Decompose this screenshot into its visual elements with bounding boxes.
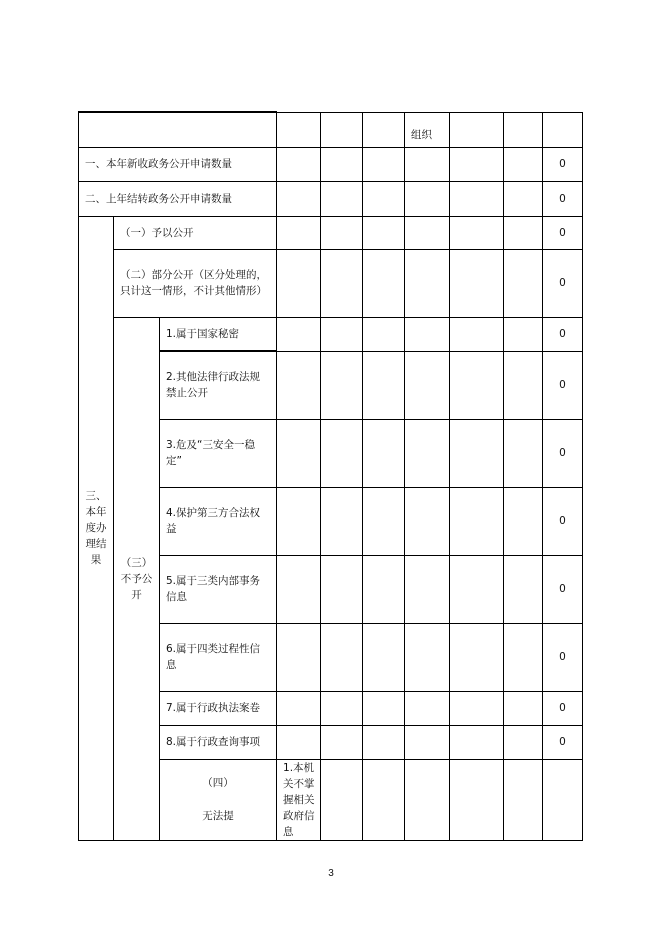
enforcement-value: 0 <box>543 691 583 725</box>
table-cell <box>450 725 504 759</box>
table-cell <box>363 725 405 759</box>
table-cell <box>321 317 363 351</box>
result-group-line: 三、 <box>85 490 107 502</box>
table-cell <box>277 249 321 317</box>
table-cell <box>277 351 321 419</box>
internal-affairs-label-line: 5.属于三类内部事务 <box>166 575 261 587</box>
table-cell <box>321 147 363 181</box>
carried-over-label: 二、上年结转政务公开申请数量 <box>85 192 232 205</box>
table-cell <box>450 419 504 487</box>
table-cell <box>363 249 405 317</box>
table-cell <box>504 249 543 317</box>
table-cell <box>450 759 504 840</box>
table-cell <box>321 419 363 487</box>
table-cell <box>363 351 405 419</box>
row-label <box>160 317 277 351</box>
table-cell <box>405 691 450 725</box>
table-cell <box>450 351 504 419</box>
unable-group-line: （四） <box>202 776 234 789</box>
table-cell <box>450 147 504 181</box>
result-group-line: 理结 <box>85 538 107 550</box>
table-cell <box>450 216 504 249</box>
third-party-label-line: 益 <box>166 523 177 535</box>
partial-label-line: （二）部分公开（区分处理的， <box>120 269 267 281</box>
row-label <box>79 147 277 181</box>
table-cell <box>450 623 504 691</box>
table-cell <box>321 691 363 725</box>
row-label <box>160 351 277 419</box>
row-label <box>160 623 277 691</box>
table-cell <box>277 317 321 351</box>
table-cell <box>504 216 543 249</box>
table-cell <box>321 249 363 317</box>
row-label <box>160 725 277 759</box>
enforcement-label: 7.属于行政执法案卷 <box>166 702 261 714</box>
table-cell <box>363 487 405 555</box>
row-label <box>277 759 321 840</box>
result-group-label <box>79 216 114 840</box>
table-cell <box>363 623 405 691</box>
process-info-label-line: 息 <box>166 659 177 671</box>
row-label <box>160 487 277 555</box>
process-info-value: 0 <box>543 623 583 691</box>
internal-affairs-value: 0 <box>543 555 583 623</box>
page-number: 3 <box>328 868 334 879</box>
table-cell <box>405 249 450 317</box>
new-requests-value: 0 <box>543 147 583 181</box>
table-cell <box>405 725 450 759</box>
header-cell <box>543 112 583 147</box>
table-cell <box>504 419 543 487</box>
table-cell <box>405 351 450 419</box>
table-cell <box>504 725 543 759</box>
other-law-label-line: 禁止公开 <box>166 387 208 400</box>
granted-value: 0 <box>543 216 583 249</box>
table-cell <box>277 147 321 181</box>
table-cell <box>405 216 450 249</box>
table-cell <box>405 181 450 216</box>
table-row <box>79 317 583 351</box>
disclosure-statistics-table <box>78 111 583 841</box>
table-cell <box>363 759 405 840</box>
new-requests-label: 一、本年新收政务公开申请数量 <box>85 158 232 170</box>
table-row <box>79 249 583 317</box>
table-cell <box>277 487 321 555</box>
table-cell <box>277 555 321 623</box>
granted-label: （一）予以公开 <box>120 226 194 239</box>
third-party-label-line: 4.保护第三方合法权 <box>166 507 261 519</box>
table-cell <box>277 419 321 487</box>
table-cell <box>405 555 450 623</box>
table-cell <box>321 759 363 840</box>
carried-over-value: 0 <box>543 181 583 216</box>
table-cell <box>450 487 504 555</box>
table-cell <box>504 623 543 691</box>
table-cell <box>277 725 321 759</box>
table-cell <box>504 147 543 181</box>
three-safety-value: 0 <box>543 419 583 487</box>
state-secret-value: 0 <box>543 317 583 351</box>
other-law-value: 0 <box>543 351 583 419</box>
header-org-cell <box>405 112 450 147</box>
table-cell <box>277 181 321 216</box>
table-cell <box>277 216 321 249</box>
result-group-line: 度办 <box>85 522 107 534</box>
table-row <box>79 147 583 181</box>
header-blank-cell <box>79 112 277 147</box>
header-cell <box>363 112 405 147</box>
header-cell <box>321 112 363 147</box>
no-grasp-label-line: 政府信息 <box>283 809 315 838</box>
table-cell <box>504 181 543 216</box>
table-cell <box>363 419 405 487</box>
not-disclosed-line: 开 <box>131 588 142 601</box>
table-cell <box>405 419 450 487</box>
table-cell <box>504 487 543 555</box>
inquiry-label: 8.属于行政查询事项 <box>166 736 261 748</box>
table-cell <box>405 759 450 840</box>
table-cell <box>363 317 405 351</box>
table-cell <box>504 555 543 623</box>
row-label <box>114 216 277 249</box>
table-cell <box>321 216 363 249</box>
row-label <box>160 555 277 623</box>
table-cell <box>405 147 450 181</box>
not-disclosed-line: 不予公 <box>120 572 153 585</box>
unable-group-label <box>160 759 277 840</box>
state-secret-label: 1.属于国家秘密 <box>166 327 240 340</box>
table-cell <box>504 691 543 725</box>
table-cell <box>450 555 504 623</box>
table-cell <box>277 691 321 725</box>
table-cell <box>363 691 405 725</box>
table-cell <box>504 759 543 840</box>
result-group-line: 果 <box>90 554 102 566</box>
table-cell <box>363 181 405 216</box>
third-party-value: 0 <box>543 487 583 555</box>
table-cell <box>450 691 504 725</box>
table-cell <box>450 317 504 351</box>
table-cell <box>405 317 450 351</box>
table-cell <box>504 317 543 351</box>
result-group-line: 本年 <box>85 506 107 518</box>
three-safety-label-line: 定” <box>166 455 182 467</box>
table-cell <box>321 487 363 555</box>
internal-affairs-label-line: 信息 <box>166 591 187 603</box>
table-cell <box>321 351 363 419</box>
table-cell <box>321 555 363 623</box>
table-row <box>79 216 583 249</box>
process-info-label-line: 6.属于四类过程性信 <box>166 643 261 655</box>
row-label <box>160 691 277 725</box>
header-cell <box>450 112 504 147</box>
table-cell <box>405 487 450 555</box>
table-cell <box>504 351 543 419</box>
table-cell <box>321 725 363 759</box>
no-grasp-label-line: 1.本机关不掌握相关 <box>283 761 315 806</box>
row-label <box>79 181 277 216</box>
table-cell <box>363 555 405 623</box>
table-row <box>79 181 583 216</box>
row-label <box>160 419 277 487</box>
not-disclosed-group-label <box>114 317 160 840</box>
header-cell <box>277 112 321 147</box>
table-cell <box>405 623 450 691</box>
table-cell <box>321 181 363 216</box>
unable-group-line: 无法提 <box>202 809 234 822</box>
table-cell <box>543 759 583 840</box>
partial-label-line: 只计这一情形，不计其他情形） <box>120 285 267 297</box>
org-label: 组织 <box>411 128 433 141</box>
row-label <box>114 249 277 317</box>
inquiry-value: 0 <box>543 725 583 759</box>
other-law-label-line: 2.其他法律行政法规 <box>166 371 261 384</box>
table-cell <box>321 623 363 691</box>
table-cell <box>363 216 405 249</box>
three-safety-label-line: 3.危及“三安全一稳 <box>166 439 255 451</box>
table-cell <box>277 623 321 691</box>
table-cell <box>450 249 504 317</box>
header-row <box>79 112 583 147</box>
header-cell <box>504 112 543 147</box>
partial-value: 0 <box>543 249 583 317</box>
not-disclosed-line: （三） <box>120 556 153 569</box>
table-cell <box>450 181 504 216</box>
table-cell <box>363 147 405 181</box>
